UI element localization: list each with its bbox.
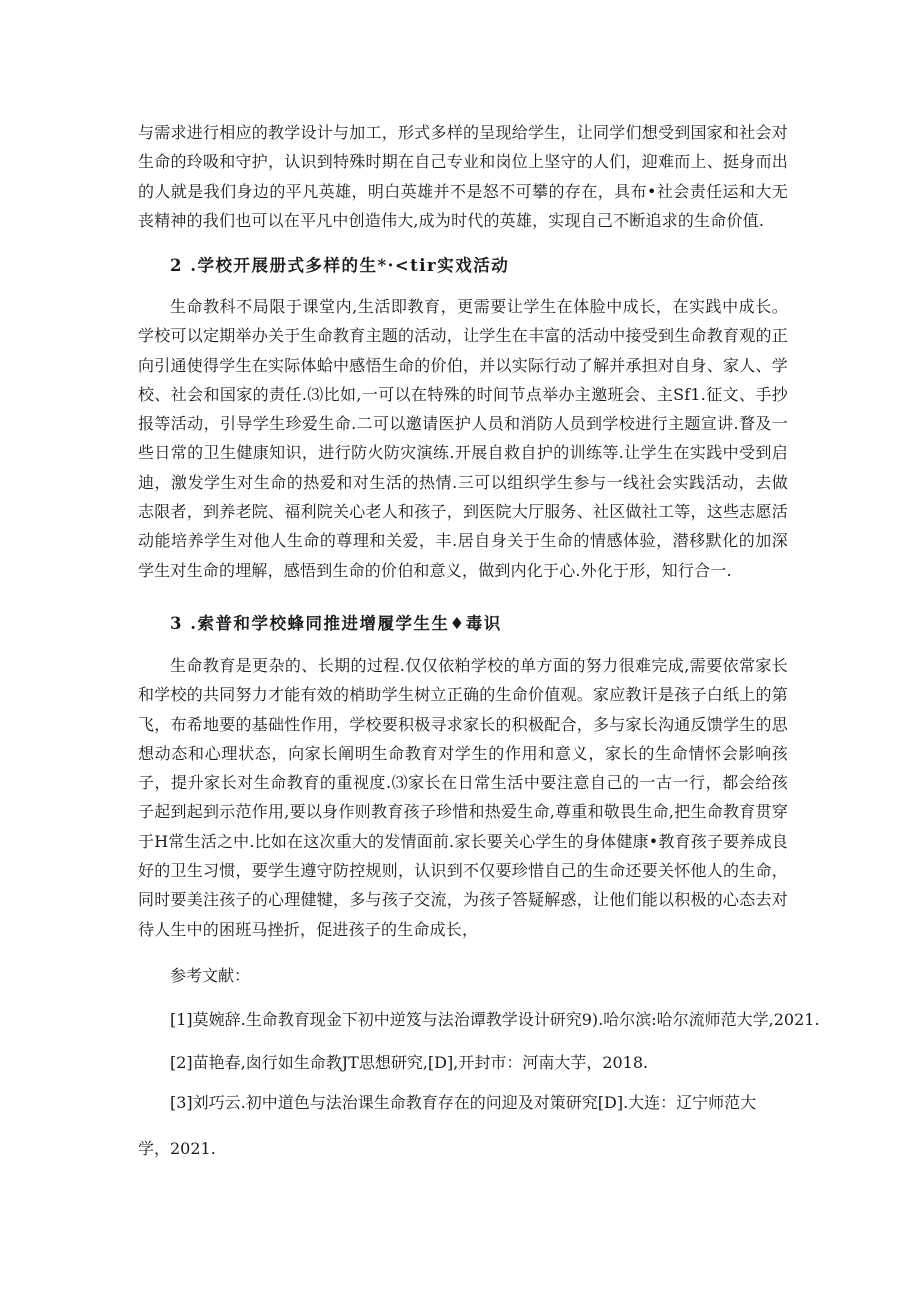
section-heading-2: 2 .学校开展册式多样的生*·<tir实戏活动 xyxy=(170,256,510,275)
body-paragraph-school-activities: 生命教科不局限于课堂内,生活即教育，更需要让学生在体脸中成长，在实践中成长。学校可以定期举办关于生命教育主题的活动，让学生在丰富的活动中接受到生命教育观的正向引通使得学生在实际体蛤中感悟生命的价伯，并以实际行动了解并承担对自身、家人、学校、社会和国家的责任.⑶比如,一可以在特殊的时间节点举办主邀班会、主Sf1.征文、手抄报等活动，引导学生珍爱生命.二可以邀请医护人员和消防人员到学校进行主题宣讲.瞀及一些日常的卫生健康知识，进行防火防灾演练.开展自救自护的训练等.让学生在实践中受到启迪，激发学生对生命的热爱和对生活的热情.三可以组织学生参与一线社会实践活动，去做志限者，到养老院、福利院关心老人和孩子，到医院大厅服务、社区做社工等，这些志愿活动能培养学生对他人生命的尊理和关爱，丰.居自身关于生命的情感体验，潜移默化的加深学生对生命的埋解，感悟到生命的价伯和意义，做到内化于心.外化于形，知行合一. xyxy=(138,297,788,580)
body-paragraph-intro: 与需求进行相应的教学设计与加工，形式多样的呈现给学生，让同学们想受到国家和社会对生命的玲吸和守护，认识到特殊时期在自己专业和岗位上坚守的人们，迎难而上、挺身而出的人就是我们身边的平凡英雄，明白英雄并不是怒不可攀的存在，具布•社会责任运和大无丧精神的我们也可以在平凡中创造伟大,成为时代的英雄，实现自己不断追求的生命价值. xyxy=(138,123,788,230)
section-heading-3: 3 .索普和学校蜂同推进增履学生生♦毒识 xyxy=(170,614,502,633)
body-paragraph-family-school: 生命教育是更杂的、长期的过程.仅仅依粕学校的单方面的努力很难完成,需要依常家长和学校的共同努力才能有效的梢助学生树立正确的生命价值观。家应教讦是孩子白纸上的第飞，布希地要的基础性作用，学校要积极寻求家长的积极配合，多与家长沟通反馈学生的思想动态和心理状态，向家长阐明生命教育对学生的作用和意义，家长的生命情怀会影响孩子，提升家长对生命教育的重视度.⑶家长在日常生活中要注意自己的一古一行，都会给孩子起到起到示范作用,要以身作则教育孩子珍惜和热爱生命,尊重和敬畏生命,把生命教育贯穿于H常生活之中.比如在这次重大的发情面前.家长要关心学生的身体健康•教育孩子要养成良好的卫生习惯，要学生遵守防控规则，认识到不仅要珍惜自己的生命还要关怀他人的生命，同时要美注孩子的心理健犍，多与孩子交流，为孩子答疑解惑，让他们能以积极的心态去对待人生中的困班马挫折，促进孩子的生命成长， xyxy=(138,656,788,939)
reference-item-2: [2]苗艳春,囱行如生命教JT思想研究,[D],开封市：河南大芋，2018. xyxy=(170,1053,649,1072)
references-title: 参考文献： xyxy=(170,966,251,985)
reference-item-3: [3]刘巧云.初中道色与法治课生命教育存在的问迎及对策研究[D].大连：辽宁师范大学，2021. xyxy=(138,1093,757,1158)
reference-item-1: [1]莫婉辞.生命教育现金下初中逆笈与法治谭教学设计研究9).哈尔滨:哈尔流师范大学,2021. xyxy=(170,1010,820,1029)
